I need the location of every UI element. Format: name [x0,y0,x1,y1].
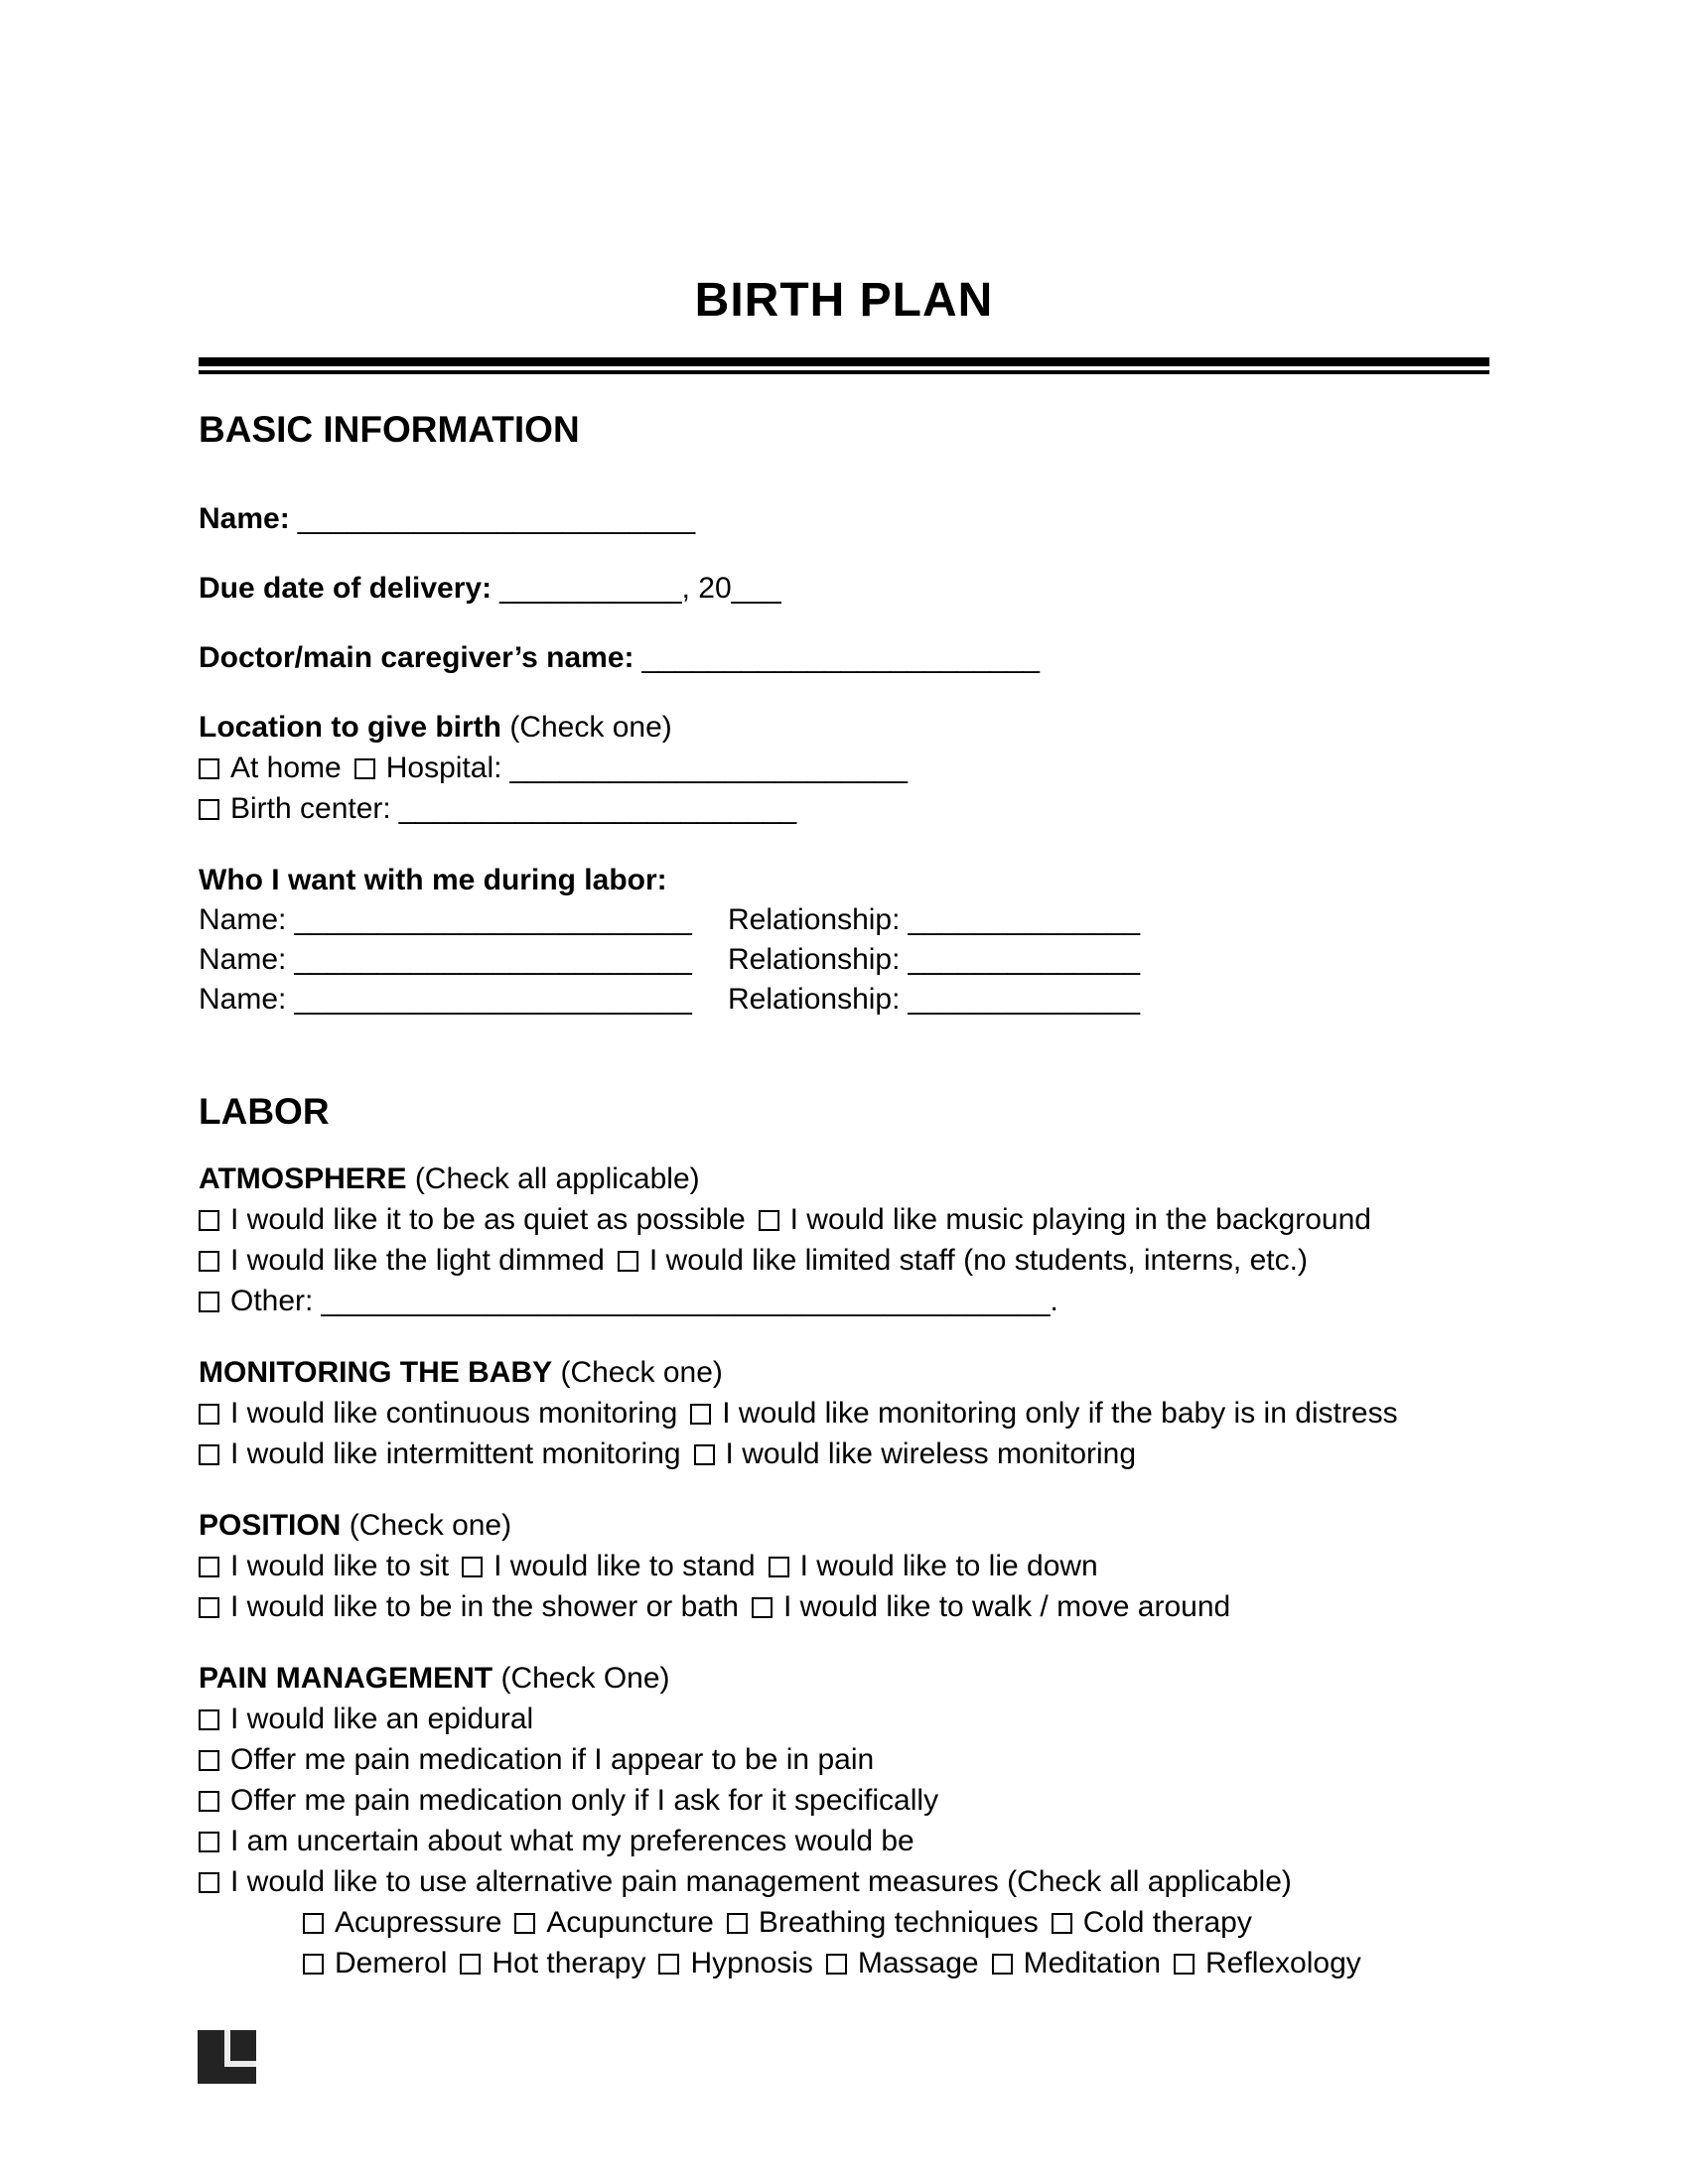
atmosphere-heading [199,1159,1489,1199]
companion-relationship-label: Relationship: [728,903,901,936]
checkbox-option [199,1590,739,1623]
checkbox-option [752,1590,1230,1623]
labor-companion-row [199,980,1489,1020]
checkbox-option [199,1743,874,1776]
checkbox-option [690,1397,1397,1430]
checkbox-icon[interactable] [303,1913,324,1934]
checkbox-icon[interactable] [1052,1913,1072,1934]
monitoring-line-1 [199,1393,1489,1433]
checkbox-icon[interactable] [727,1913,748,1934]
pain-line-epidural [199,1699,1489,1739]
pain-line-offer-if-ask [199,1780,1489,1821]
location-options-line-1 [199,748,1489,788]
checkbox-icon[interactable] [752,1597,773,1618]
option-label: Meditation [1023,1947,1162,1979]
checkbox-option [303,1947,447,1979]
checkbox-option [658,1947,812,1979]
option-label: I would like to stand [493,1550,756,1582]
option-label: Acupuncture [546,1906,714,1939]
due-date-label: Due date of delivery: [199,572,492,605]
checkbox-option [769,1550,1098,1582]
monitoring-group [199,1352,1489,1474]
companion-relationship-label: Relationship: [728,983,901,1016]
option-label: I would like to use alternative pain management measures (Check all applicable) [230,1865,1292,1898]
checkbox-icon[interactable] [199,758,219,779]
checkbox-option [618,1244,1308,1277]
checkbox-icon[interactable] [618,1251,638,1272]
checkbox-icon[interactable] [199,1292,219,1312]
fill-in-blank[interactable]: ________________________ [509,751,908,784]
checkbox-icon[interactable] [992,1954,1013,1975]
labor-companion-row [199,940,1489,980]
option-label: I would like monitoring only if the baby is in distress [722,1397,1398,1430]
checkbox-option [199,1784,938,1817]
option-label: Breathing techniques [758,1906,1039,1939]
option-label: I am uncertain about what my preferences would be [230,1825,914,1857]
position-line-1 [199,1546,1489,1586]
checkbox-icon[interactable] [199,1404,219,1425]
monitoring-title: MONITORING THE BABY [199,1356,553,1389]
checkbox-icon[interactable] [514,1913,535,1934]
name-field [199,498,1489,539]
checkbox-option [1052,1906,1252,1939]
due-date-century-text: , 20 [681,572,732,605]
option-label: I would like to sit [230,1550,450,1582]
position-hint: (Check one) [349,1509,512,1542]
legal-templates-logo-icon [198,2030,256,2084]
labor-companions-rows [199,900,1489,1020]
checkbox-icon[interactable] [199,1750,219,1771]
pain-management-group [199,1658,1489,1983]
checkbox-option [514,1906,713,1939]
checkbox-option [199,792,796,825]
companion-relationship-cell [728,983,1140,1016]
checkbox-icon[interactable] [826,1954,847,1975]
checkbox-option [199,751,342,784]
fill-in-blank[interactable]: ________________________ [398,792,797,825]
option-label: Demerol [335,1947,448,1979]
position-group [199,1505,1489,1627]
companion-name-blank[interactable]: ________________________ [294,983,692,1016]
checkbox-icon[interactable] [460,1954,481,1975]
name-blank[interactable]: ________________________ [297,502,696,535]
option-label: I would like to lie down [799,1550,1098,1582]
checkbox-option [199,1203,746,1236]
option-label: At home [230,751,342,784]
atmosphere-title: ATMOSPHERE [199,1162,407,1195]
checkbox-icon[interactable] [199,1597,219,1618]
alternative-measures-line-1 [199,1902,1489,1943]
atmosphere-line-1 [199,1199,1489,1240]
checkbox-icon[interactable] [769,1557,789,1577]
checkbox-icon[interactable] [199,1557,219,1577]
pain-management-title: PAIN MANAGEMENT [199,1662,493,1695]
companion-name-label: Name: [199,903,287,936]
atmosphere-other-line [199,1281,1489,1321]
labor-companions-heading: Who I want with me during labor: [199,864,667,896]
basic-information-heading: BASIC INFORMATION [199,409,580,450]
option-label: I would like it to be as quiet as possible [230,1203,746,1236]
companion-name-label: Name: [199,943,287,976]
checkbox-icon[interactable] [199,1832,219,1852]
checkbox-option [199,1865,1292,1898]
checkbox-option [759,1203,1371,1236]
checkbox-option [462,1550,755,1582]
option-label: Hot therapy [492,1947,646,1979]
due-date-field [199,568,1489,609]
checkbox-option [694,1437,1137,1470]
option-label: Birth center: [230,792,391,825]
section-basic-information [199,407,1489,1020]
checkbox-icon[interactable] [303,1954,324,1975]
checkbox-option [992,1947,1161,1979]
checkbox-option [1174,1947,1361,1979]
option-label: Hospital: [385,751,502,784]
name-label: Name: [199,502,290,535]
due-date-blank[interactable]: ___________ [499,572,682,605]
labor-heading: LABOR [199,1091,330,1132]
checkbox-icon[interactable] [199,1251,219,1272]
title-divider-thin [199,370,1489,374]
companion-relationship-blank[interactable]: ______________ [908,983,1141,1016]
checkbox-option [199,1437,681,1470]
page-title: BIRTH PLAN [694,274,994,327]
doctor-blank[interactable]: ________________________ [641,641,1040,674]
checkbox-option [199,1550,449,1582]
companion-relationship-blank[interactable]: ______________ [908,903,1141,936]
monitoring-line-2 [199,1433,1489,1474]
pain-line-uncertain [199,1821,1489,1861]
option-label: Cold therapy [1082,1906,1252,1939]
checkbox-option [303,1906,501,1939]
companion-relationship-label: Relationship: [728,943,901,976]
checkbox-icon[interactable] [199,1210,219,1231]
position-line-2 [199,1586,1489,1627]
checkbox-icon[interactable] [199,1444,219,1465]
atmosphere-line-2 [199,1240,1489,1281]
location-heading [199,707,1489,748]
monitoring-hint: (Check one) [560,1356,723,1389]
doctor-field [199,637,1489,678]
option-label: I would like continuous monitoring [230,1397,678,1430]
monitoring-heading [199,1352,1489,1393]
companion-name-cell [199,980,728,1020]
option-label: I would like music playing in the background [789,1203,1371,1236]
checkbox-option [354,751,908,784]
checkbox-option [826,1947,979,1979]
pain-management-heading [199,1658,1489,1699]
option-label: I would like the light dimmed [230,1244,605,1277]
checkbox-icon[interactable] [199,799,219,820]
title-divider-thick [199,357,1489,366]
checkbox-option [199,1244,605,1277]
labor-companion-row [199,900,1489,940]
position-heading [199,1505,1489,1546]
option-label: Reflexology [1205,1947,1361,1979]
document-content [0,275,1688,1983]
option-label: I would like to be in the shower or bath [230,1590,739,1623]
location-options-line-2 [199,788,1489,829]
due-date-year-blank[interactable]: ___ [731,572,781,605]
checkbox-option [460,1947,645,1979]
companion-relationship-cell [728,943,1140,976]
companion-relationship-cell [728,903,1140,936]
checkbox-icon[interactable] [1174,1954,1195,1975]
checkbox-icon[interactable] [462,1557,483,1577]
checkbox-option [199,1825,914,1857]
location-group [199,707,1489,829]
section-labor [199,1089,1489,1983]
checkbox-icon[interactable] [199,1791,219,1812]
atmosphere-group [199,1159,1489,1321]
option-label: Hypnosis [690,1947,813,1979]
option-label: I would like intermittent monitoring [230,1437,681,1470]
checkbox-icon[interactable] [199,1872,219,1893]
fill-in-blank[interactable]: ____________________________________________ [321,1285,1051,1317]
option-label: I would like wireless monitoring [725,1437,1137,1470]
atmosphere-hint: (Check all applicable) [414,1162,700,1195]
checkbox-icon[interactable] [658,1954,679,1975]
checkbox-option [727,1906,1039,1939]
companion-name-blank[interactable]: ________________________ [294,903,692,936]
alternative-measures-line-2 [199,1943,1489,1983]
pain-management-hint: (Check One) [500,1662,670,1695]
option-label: Acupressure [335,1906,502,1939]
pain-line-alternative [199,1861,1489,1902]
option-label: I would like limited staff (no students, interns, etc.) [648,1244,1308,1277]
companion-name-cell [199,940,728,980]
option-label: Offer me pain medication only if I ask for it specifically [230,1784,939,1817]
checkbox-option [199,1397,677,1430]
companion-name-label: Name: [199,983,287,1016]
option-label: I would like an epidural [230,1703,534,1735]
pain-line-offer-if-appear [199,1739,1489,1780]
checkbox-icon[interactable] [694,1444,715,1465]
option-label: Offer me pain medication if I appear to be in pain [230,1743,875,1776]
checkbox-icon[interactable] [759,1210,779,1231]
location-hint: (Check one) [509,711,672,744]
checkbox-option [199,1285,1058,1317]
companion-name-blank[interactable]: ________________________ [294,943,692,976]
checkbox-icon[interactable] [354,758,375,779]
checkbox-icon[interactable] [690,1404,711,1425]
companion-relationship-blank[interactable]: ______________ [908,943,1141,976]
labor-companions-group [199,861,1489,1020]
checkbox-option [199,1703,533,1735]
position-title: POSITION [199,1509,342,1542]
doctor-label: Doctor/main caregiver’s name: [199,641,634,674]
option-label: Other: [230,1285,314,1317]
checkbox-icon[interactable] [199,1709,219,1730]
location-label: Location to give birth [199,711,501,744]
option-label: Massage [857,1947,979,1979]
option-suffix: . [1050,1285,1058,1317]
option-label: I would like to walk / move around [782,1590,1231,1623]
companion-name-cell [199,900,728,940]
